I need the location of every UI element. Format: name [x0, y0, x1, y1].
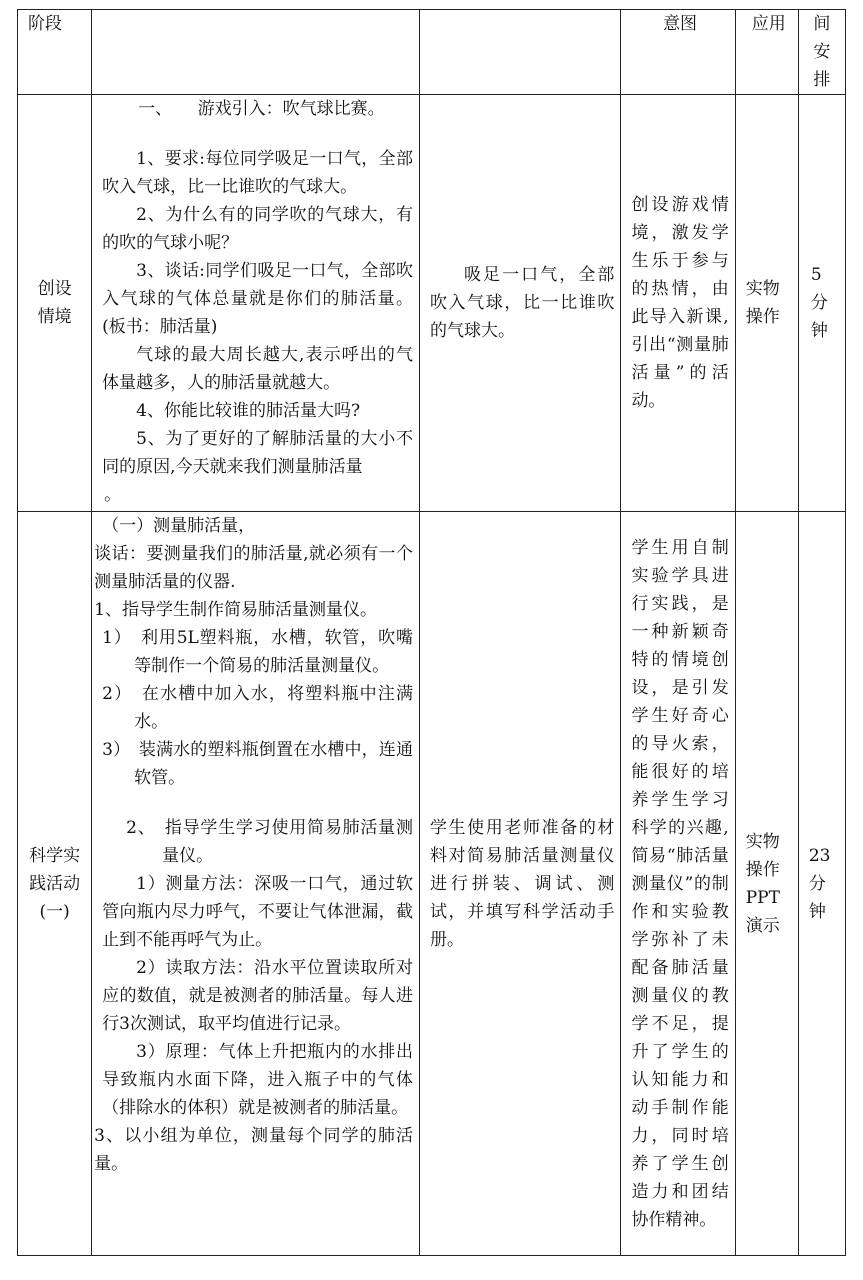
header-teacher	[92, 10, 420, 95]
stage-cell: 创设情境	[18, 95, 92, 512]
time-cell: 5分钟	[798, 95, 845, 512]
intent-cell: 创设游戏情境，激发学生乐于参与的热情，由此导入新课,引出“测量肺活量”的活动。	[621, 95, 735, 512]
stage-cell: 科学实践活动(一)	[18, 512, 92, 1256]
header-intent: 意图	[621, 10, 735, 95]
header-time: 间安排	[798, 10, 845, 95]
stage-row-practice	[18, 512, 846, 1256]
header-student	[419, 10, 620, 95]
teacher-activity-cell: 一、 游戏引入：吹气球比赛。 1、要求:每位同学吸足一口气，全部吹入气球，比一比谁吹的气球大。 2、为什么有的同学吹的气球大，有的吹的气球小呢？ 3、谈话:同学们吸足一口气，全部吹入气球的气体总量就是你们的肺活量。(板书：肺活量) 气球的最大周长越大,表示呼出的气体量越多，人的肺活量就越大。 4、你能比较谁的肺活量大吗? 5、为了更好的了解肺活量的大小不同的原因,今天就来我们测量肺活量 。	[92, 95, 420, 512]
lesson-plan-table	[17, 9, 846, 1256]
stage-row-intro	[18, 95, 846, 512]
student-activity-cell: 吸足一口气，全部吹入气球，比一比谁吹的气球大。	[419, 95, 620, 512]
time-cell: 23分钟	[798, 512, 845, 1256]
header-apply: 应用	[735, 10, 798, 95]
apply-cell: 实物操作PPT演示	[735, 512, 798, 1256]
header-stage: 阶段	[18, 10, 92, 95]
student-activity-cell: 学生使用老师准备的材料对简易肺活量测量仪进行拼装、调试、测试，并填写科学活动手册。	[419, 512, 620, 1256]
header-row	[18, 10, 846, 95]
teacher-activity-cell: （一）测量肺活量， 谈话：要测量我们的肺活量,就必须有一个测量肺活量的仪器. 1、指导学生制作简易肺活量测量仪。 1） 利用5L塑料瓶，水槽，软管，吹嘴等制作一个简易的肺活量测量仪。 2） 在水槽中加入水，将塑料瓶中注满水。 3） 装满水的塑料瓶倒置在水槽中，连通软管。 2、 指导学生学习使用简易肺活量测量仪。 1）测量方法：深吸一口气，通过软管向瓶内尽力呼气，不要让气体泄漏，截止到不能再呼气为止。 2）读取方法：沿水平位置读取所对应的数值，就是被测者的肺活量。每人进行3次测试，取平均值进行记录。 3）原理：气体上升把瓶内的水排出导致瓶内水面下降，进入瓶子中的气体（排除水的体积）就是被测者的肺活量。 3、以小组为单位，测量每个同学的肺活量。	[92, 512, 420, 1256]
intent-cell: 学生用自制实验学具进行实践，是一种新颖奇特的情境创设，是引发学生好奇心的导火索，能很好的培养学生学习科学的兴趣,简易“肺活量测量仪”的制作和实验教学弥补了未配备肺活量测量仪的教学不足，提升了学生的认知能力和动手制作能力，同时培养了学生创造力和团结协作精神。	[621, 512, 735, 1256]
apply-cell: 实物操作	[735, 95, 798, 512]
